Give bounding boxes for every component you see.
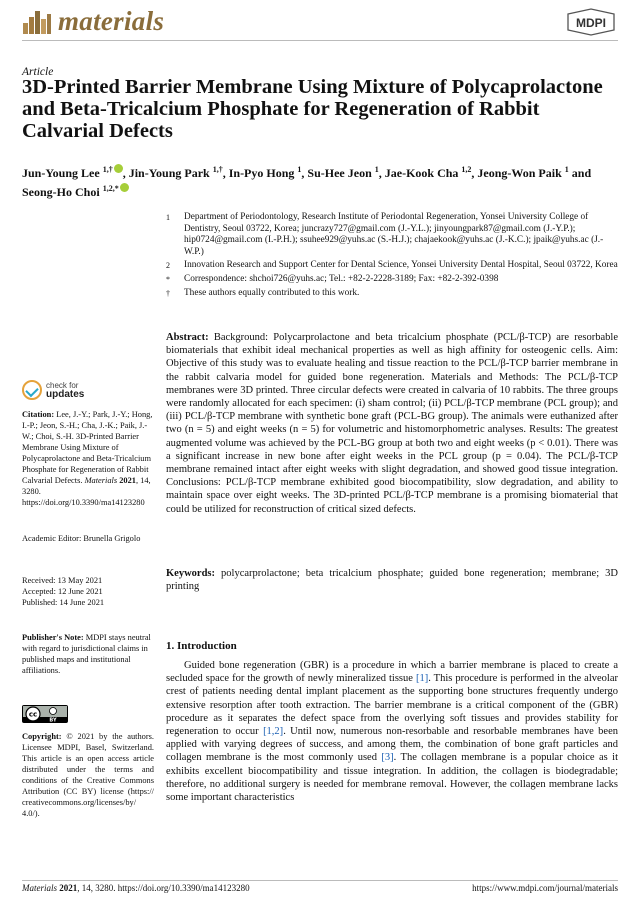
check-for-updates-button[interactable] [22,380,84,400]
journal-logo [22,6,164,36]
footer-divider [22,880,618,881]
check-for-updates-icon [22,380,42,400]
reference-link[interactable]: [1,2] [263,726,284,738]
abstract: Abstract: Background: Polycarprolactone and beta tricalcium phosphate (PCL/β-TCP) are resorbable biomaterials that exhibit ideal mechanical properties as well as high affinity for osteogenic cells. Aim: Objective of this study was to evaluate healing and tissue reaction to the PCL/β-TCP barrier membrane in the rabbit calvaria model for guided bone regeneration. Materials and Methods: The PCL/β-TCP membranes were 3D printed. Three circular defects were created in calvaria of 10 rabbits. The three groups were randomly allocated for each specimen: (i) sham control; (ii) PCL/β-TCP membrane (PCL group); and (iii) PCL/β-TCP membrane with synthetic bone graft (PCL-BG group). The animals were euthanized after two (n = 5) and eight weeks (n = 5) for volumetric and histomorphometric analyses. Results: The greatest augmented volume was achieved by the PCL-BG group at both two and eight weeks (p < 0.01). There was a significant increase in new bone after eight weeks in the PCL group (p = 0.04). The PCL/β-TCP membrane remained intact after eight weeks with slight degradation, and showed good tissue integration. Conclusions: PCL/β-TCP membrane exhibited good biocompatibility, slow degradation, and ability to maintain space over eight weeks. The 3D-printed PCL/β-TCP membrane is a promising biomaterial that could be utilized for reconstruction of critical sized defects. [166,332,618,515]
footer-journal-url[interactable]: https://www.mdpi.com/journal/materials [472,883,618,893]
affiliation-item: 1 Department of Periodontology, Research Institute of Periodontal Regeneration, Yonsei University College of Dentistry, Seoul 03722, Korea; juncrazy727@gmail.com (J.-Y.L.); jinyoungpark87@gmail.com (J.-Y.P.); hip0724@gmail.com (I.-P.H.); ssuhee929@yuhs.ac (S.-H.J.); chajaekook@yuhs.ac (J.-K.C.); jpaik@yuhs.ac (J.-W.P.) [166,212,604,257]
article-title: 3D-Printed Barrier Membrane Using Mixture of Polycaprolactone and Beta-Tricalcium Phosphate for Regeneration of Rabbit Calvarial Defects [22,76,603,142]
keywords: Keywords: polycarprolactone; beta tricalcium phosphate; guided bone regeneration; membrane; 3D printing [166,568,619,593]
cc-by-license-icon[interactable] [22,705,68,723]
header-divider [22,40,618,41]
svg-text:BY: BY [49,717,57,723]
author[interactable]: Su-Hee Jeon $^1$ [307,165,379,180]
introduction-paragraph: Guided bone regeneration (GBR) is a procedure in which a barrier membrane is placed to create a secluded space for the growth of newly mineralized tissue [1]. This procedure is performed in the alveolar crest of patients needing dental implant placement as the supporting bone structures frequently undergo extensive resorption after tooth extraction. The barrier membrane is a critical component of the (GBR) procedure as it separates the defect space from the overlying soft tissues and provides stability for regeneration to occur [1,2]. Until now, numerous non-resorbable and resorbable membranes have been applied with varying degrees of success, and among them, the combination of bone graft particles and collagen membrane is the most commonly used [3]. The collagen membrane is a popular choice as it exhibits excellent biocompatibility and tissue integration. In addition, the collagen is biodegradable; therefore, no additional surgery is needed for membrane removal. However, the collagen membrane lacks some important characteristics [166,660,619,804]
copyright-block: Copyright: © 2021 by the authors. Licensee MDPI, Basel, Switzerland. This article is an open access article distributed under the terms and conditions of the Creative Commons Attribution (CC BY) license (https:// creativecommons.org/licenses/by/ 4.0/). [22,732,155,818]
reference-link[interactable]: [3] [381,752,394,764]
publishers-note: Publisher's Note: MDPI stays neutral with regard to jurisdictional claims in published maps and institutional affiliations. [22,633,151,675]
mdpi-logo-text: MDPI [576,16,606,30]
article-type: Article [22,66,54,78]
published-date: Published: 14 June 2021 [22,598,105,607]
check-for-updates-line2: updates [46,389,85,400]
check-for-updates-line1: check for [46,381,79,390]
journal-logo-icon [22,7,52,35]
section-heading: 1. Introduction [166,640,237,652]
footer-citation: Materials 2021, 14, 3280. https://doi.org/10.3390/ma14123280 [22,883,250,893]
received-date: Received: 13 May 2021 [22,576,103,585]
reference-link[interactable]: [1] [415,673,429,685]
accepted-date: Accepted: 12 June 2021 [22,587,103,596]
svg-text:cc: cc [28,710,38,719]
citation-block: Citation: Lee, J.-Y.; Park, J.-Y.; Hong, I.-P.; Jeon, S.-H.; Cha, J.-K.; Paik, J.-W.; Choi, S.-H. 3D-Printed Barrier Membrane Using Mixture of Polycaprolactone and Beta-Tricalcium Phosphate for Regeneration of Rabbit Calvarial Defects. Materials 2021, 14, 3280. https://doi.org/10.3390/ma14123280 [22,410,153,507]
mdpi-logo [564,8,618,36]
author[interactable]: Jeong-Won Paik $^1$ [477,165,569,180]
author[interactable]: Jin-Young Park $^{1,\dagger}$ [128,165,223,180]
affiliations [166,212,618,301]
academic-editor: Academic Editor: Brunella Grigolo [22,534,141,543]
journal-name: materials [58,5,165,36]
author[interactable]: Jun-Young Lee $^{1,\dagger}$ [22,166,123,180]
orcid-icon[interactable] [114,164,123,173]
orcid-icon[interactable] [120,183,129,192]
correspondence: * Correspondence: shchoi726@yuhs.ac; Tel.: +82-2-2228-3189; Fax: +82-2-392-0398 [166,273,499,284]
author[interactable]: Seong-Ho Choi $^{1,2,*}$ [22,185,129,199]
author[interactable]: Jae-Kook Cha $^{1,2}$ [384,165,472,180]
equal-contribution-note: † These authors equally contributed to this work. [166,287,360,298]
author[interactable]: In-Pyo Hong $^1$ [228,165,302,180]
author-list: Jun-Young Lee $^{1,\dagger}$ , Jin-Young Park $^{1,\dagger}$, In-Pyo Hong $^1$, Su-Hee Jeon $^1$, Jae-Kook Cha $^{1,2}$, Jeong-Won Paik $^1$ and Seong-Ho Choi $^{1,2,*}$ [22,165,592,199]
affiliation-item: 2 Innovation Research and Support Center for Dental Science, Yonsei University Dental Hospital, Seoul 03722, Korea [166,260,618,271]
dates [22,575,154,608]
